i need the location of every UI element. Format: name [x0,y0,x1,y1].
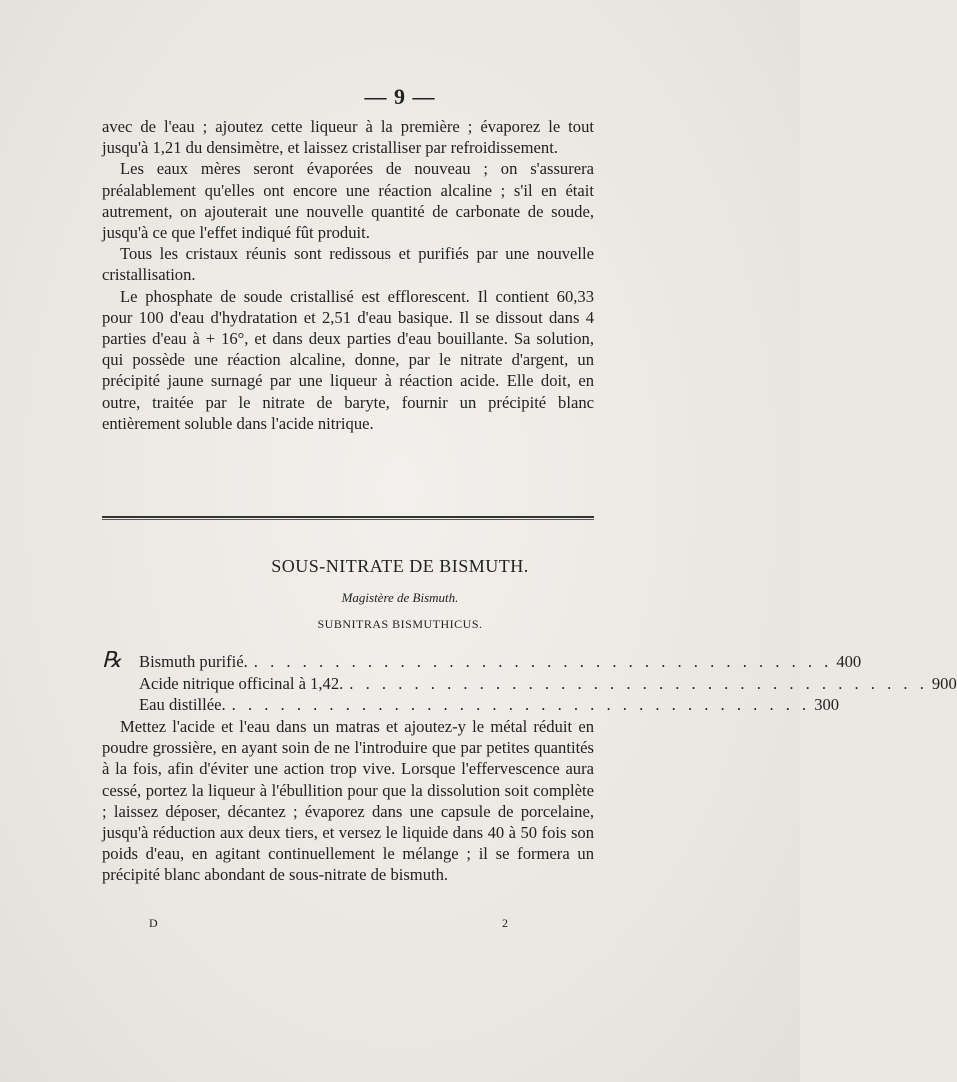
paragraph: Le phosphate de soude cristallisé est efflorescent. Il contient 60,33 pour 100 d'eau d'hydratation et 2,51 d'eau basique. Il se dissout dans 4 parties d'eau à + 16°, et dans deux parties d'eau bouillante. Sa solution, qui possède une réaction alcaline, donne, par le nitrate d'argent, un précipité jaune surnagé par une liqueur à réaction acide. Elle doit, en outre, traitée par le nitrate de baryte, fournir un précipité blanc entièrement soluble dans l'acide nitrique. [102,286,594,433]
gathering-number: 2 [502,916,508,930]
paragraph: Mettez l'acide et l'eau dans un matras et ajoutez-y le métal réduit en poudre grossière, en ayant soin de ne l'introduire que par petites quantités à la fois, afin d'éviter une action trop vive. Lorsque l'effervescence aura cessé, portez la liqueur à l'ébullition pour que la dissolution soit complète ; laissez déposer, décantez ; évaporez dans une capsule de porcelaine, jusqu'à réduction aux deux tiers, et versez le liquide dans 40 à 50 fois son poids d'eau, en agitant continuellement le mélange ; il se formera un précipité blanc abondant de sous-nitrate de bismuth. [102,717,594,885]
ingredient-quantity: 900 [931,673,957,693]
section-title: SOUS-NITRATE DE BISMUTH. [271,556,529,576]
signature-mark: D [149,916,158,930]
dot-leader: . . . . . . . . . . . . . . . . . . . . . . . . . . . . . . . . . . . . [231,695,811,714]
ingredient-name: Eau distillée. [139,695,226,714]
paragraph: avec de l'eau ; ajoutez cette liqueur à la première ; évaporez le tout jusqu'à 1,21 du densimètre, et laissez cristalliser par refroidissement. [102,117,594,158]
recipe-row [102,673,957,695]
ingredient-quantity: 300 [814,695,840,714]
recipe-row [102,647,862,673]
recipe-list [102,647,957,716]
recipe-row [102,694,840,716]
recipe-symbol: ℞ [102,647,122,672]
ingredient-quantity: 400 [836,652,862,671]
ingredient-name: Bismuth purifié. [139,652,248,671]
paragraph: Les eaux mères seront évaporées de nouveau ; on s'assurera préalablement qu'elles ont encore une réaction alcaline ; s'il en était autrement, on ajouterait une nouvelle quantité de carbonate de soude, jusqu'à ce que l'effet indiqué fût produit. [102,159,594,243]
section-latin-name: SUBNITRAS BISMUTHICUS. [317,617,483,631]
body-text-top [102,116,594,434]
section-divider [102,516,594,520]
dot-leader: . . . . . . . . . . . . . . . . . . . . . . . . . . . . . . . . . . . . [253,652,833,671]
ingredient-name: Acide nitrique officinal à 1,42. [139,673,344,693]
section-subtitle: Magistère de Bismuth. [341,590,459,605]
dot-leader: . . . . . . . . . . . . . . . . . . . . . . . . . . . . . . . . . . . . [349,673,928,693]
page-number: — 9 — [364,84,436,109]
paragraph: Tous les cristaux réunis sont redissous et purifiés par une nouvelle cristallisation. [102,244,594,285]
body-text-bottom [102,716,594,886]
